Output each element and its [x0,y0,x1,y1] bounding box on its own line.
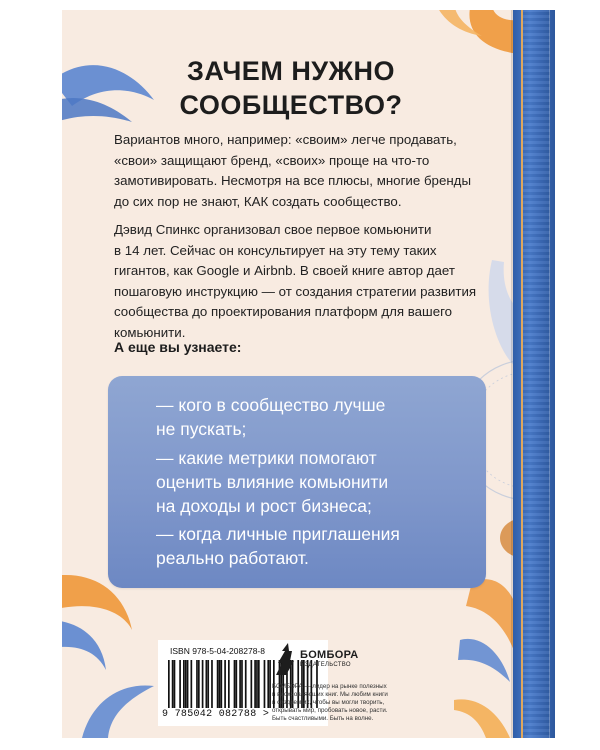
book-spine [513,10,555,738]
blurb-line: открывать мир, пробовать новое, расти. [272,707,388,714]
paragraph-line: до сих пор не знают, КАК создать сообщество. [114,193,402,209]
barcode-bar [174,660,176,708]
barcode-bar [207,660,209,708]
paragraph-line: Вариантов много, например: «своим» легче продавать, [114,132,457,147]
barcode-bar [172,660,174,708]
barcode-digits: 9 785042 082788 > [162,709,270,720]
barcode-bar [206,660,208,708]
paragraph-line: замотивировать. Несмотря на все плюсы, многие бренды [114,173,472,188]
barcode-bar [228,660,230,708]
publisher-subtitle: ИЗДАТЕЛЬСТВО [300,662,351,668]
bullet-line: на доходы и рост бизнеса; [156,496,372,516]
bullet-item [156,446,388,518]
isbn-label: ISBN 978-5-04-208278-8 [170,646,265,656]
barcode-bar [221,660,223,708]
barcode-bar [168,660,170,708]
intro-paragraph [114,130,504,212]
paragraph-line: пошаговую инструкцию — от создания стратегии развития [114,283,477,299]
barcode-bar [198,660,200,708]
paragraph-line: Дэвид Спинкс организовал свое первое комьюнити [114,222,432,237]
publisher-name: БОМБОРА [300,649,359,661]
barcode-bar [187,660,189,708]
bullet-line: — кого в сообщество лучше [156,395,386,415]
barcode-bar [241,660,243,708]
barcode-bar [256,660,258,708]
blurb-line: Быть счастливыми. Быть на волне. [272,715,374,722]
title-line: СООБЩЕСТВО? [179,90,403,120]
barcode-bar [239,660,241,708]
bullet-line: — какие метрики помогают [156,448,377,468]
back-cover [62,10,520,738]
barcode-bar [179,660,181,708]
barcode-bar [251,660,253,708]
barcode-bar [258,660,260,708]
blurb-line: и создаем их, чтобы вы могли творить, [272,699,385,706]
barcode-bar [219,660,221,708]
barcode-bar [202,660,204,708]
barcode-bar [211,660,213,708]
paragraph-line: в 14 лет. Сейчас он консультирует на эту тему таких [114,242,437,258]
barcode-bar [236,660,238,708]
barcode-bar [217,660,219,708]
paragraph-line: комьюнити. [114,324,186,340]
barcode-bar [234,660,236,708]
title-line: ЗАЧЕМ НУЖНО [186,56,396,86]
paragraph-line: гигантов, как Google и Airbnb. В своей книге автор дает [114,263,455,278]
bullet-line: — когда личные приглашения [156,524,400,544]
bullet-item [156,522,400,570]
spine-pattern [521,10,550,738]
bullet-item [156,393,385,441]
paragraph-line: сообщества до проектирования платформ для вашего [114,304,453,319]
bombora-logo-icon [272,641,298,677]
barcode-bar [254,660,256,708]
barcode-bar [196,660,198,708]
barcode-bar [245,660,247,708]
publisher-logo [272,637,392,683]
publisher-blurb [272,683,452,723]
barcode-bar [267,660,269,708]
bullet-line: не пускать; [156,419,247,439]
cover-title [62,54,520,122]
barcode-bar [224,660,226,708]
barcode-bar [269,660,271,708]
highlights-panel [108,376,486,588]
barcode-bar [191,660,193,708]
blurb-line: БОМБОРА — лидер на рынке полезных [272,683,387,690]
barcode-bar [264,660,266,708]
barcode-bar [185,660,187,708]
bullet-line: реально работают. [156,548,309,568]
subheading: А еще вы узнаете: [114,339,242,355]
barcode-bar [183,660,185,708]
paragraph-line: «свои» защищают бренд, «своих» проще на что-то [114,152,430,168]
blurb-line: и вдохновляющих книг. Мы любим книги [272,691,388,698]
author-paragraph [114,220,504,343]
bullet-line: оценить влияние комьюнити [156,472,389,492]
